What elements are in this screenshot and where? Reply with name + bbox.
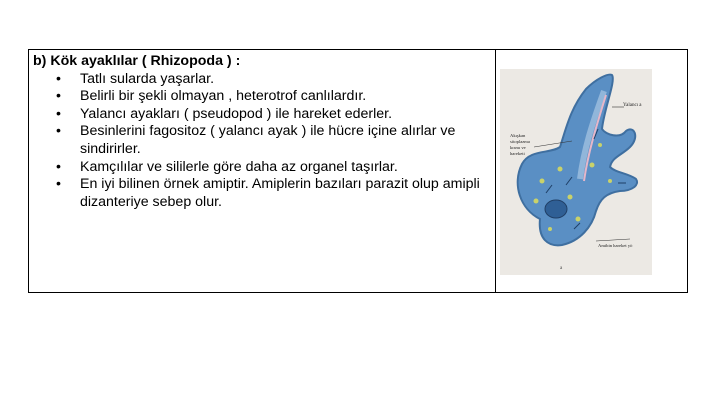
amoeba-illustration [500,69,652,275]
bullet-icon: • [56,123,61,140]
list-item: • Tatlı sularda yaşarlar. [56,70,215,87]
content-table [28,49,688,293]
label-pseudopod: Yalancı a [623,103,642,108]
granule [548,227,552,231]
list-item: • Besinlerini fagositoz ( yalancı ayak ) ile hücre içine alırlar ve sindirirler. [56,123,456,157]
bullet-icon: • [56,88,61,105]
text-cell [29,50,496,292]
list-item: • Kamçılılar ve sililerle göre daha az organel taşırlar. [56,158,398,175]
list-item: • En iyi bilinen örnek amiptir. Amiplerin bazıları parazit olup amipli dizanteriye sebep olur. [56,176,480,210]
granule [568,195,573,200]
granule [558,167,563,172]
image-cell [496,50,687,292]
label-letter: a [560,266,563,271]
granule [608,179,612,183]
label-movement: Amibin hareket yö [598,243,633,248]
bullet-icon: • [56,70,61,87]
bullet-icon: • [56,158,61,175]
granule [576,217,581,222]
list-item: • Yalancı ayakları ( pseudopod ) ile hareket ederler. [56,105,393,122]
label-cytoplasm-1: Akışkan [510,133,526,138]
label-cytoplasm-2: sitoplazma [510,139,530,144]
list-item: • Belirli bir şekli olmayan , heterotrof canlılardır. [56,88,367,105]
section-heading: b) Kök ayaklılar ( Rhizopoda ) : [33,53,241,69]
bullet-icon: • [56,105,61,122]
bullet-icon: • [56,176,61,193]
granule [540,179,545,184]
label-cytoplasm-3: kısmı ve [510,145,526,150]
granule [590,163,595,168]
granule [534,199,539,204]
label-cytoplasm-4: hareketi [510,151,525,156]
nucleus [545,200,567,218]
granule [598,143,602,147]
bullet-list [33,71,491,212]
